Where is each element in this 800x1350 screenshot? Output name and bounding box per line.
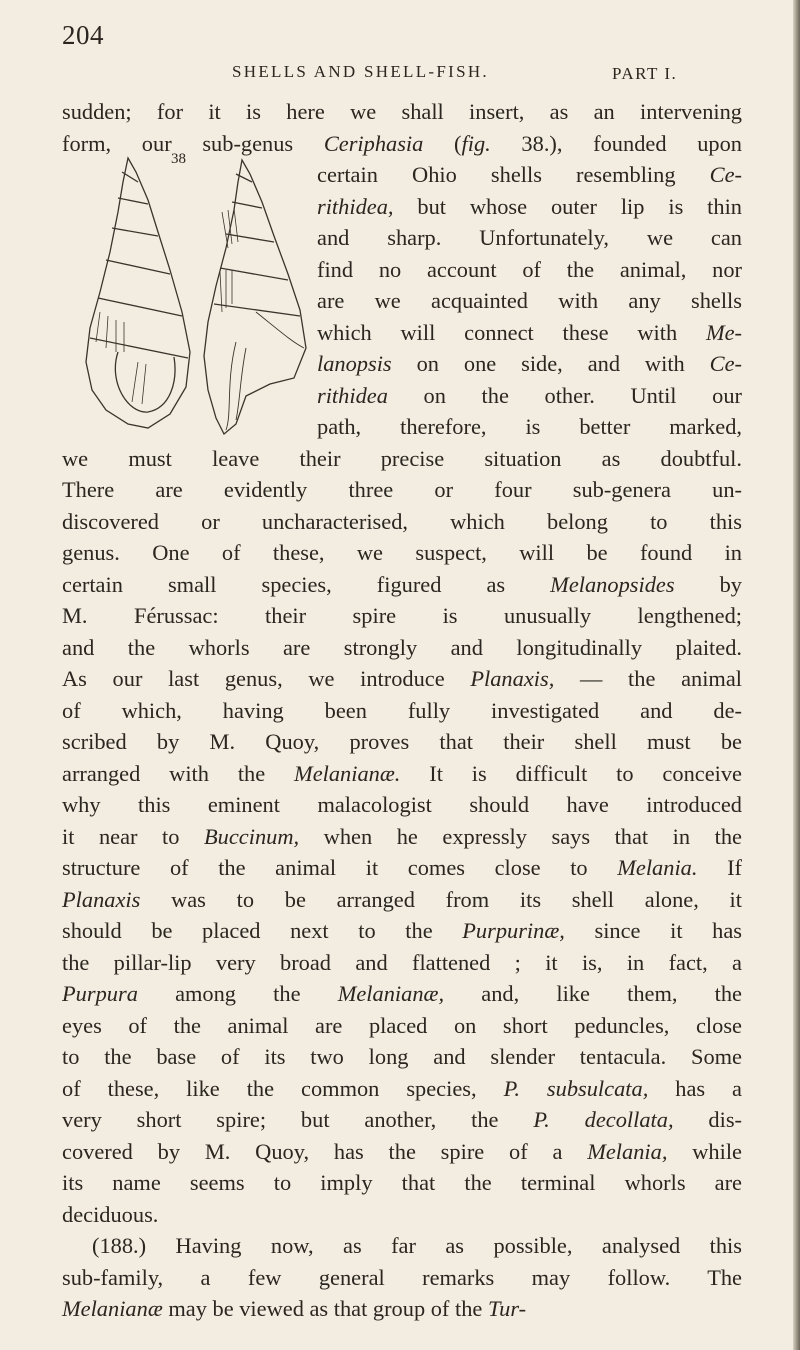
italic-run: Ce- <box>709 351 742 376</box>
italic-run: Planaxis, <box>470 666 555 691</box>
page-edge <box>793 0 800 1350</box>
text-line <box>317 380 742 412</box>
text-run: certain Ohio shells resembling <box>317 162 710 187</box>
italic-run: P. decollata, <box>533 1107 674 1132</box>
text-line <box>317 285 742 317</box>
text-run: of these, like the common species, <box>62 1075 504 1101</box>
text-line <box>62 726 742 758</box>
text-run: of which, having been fully investigated and de- <box>62 697 742 723</box>
italic-run: Planaxis <box>62 886 141 912</box>
text-line <box>62 128 742 160</box>
text-line <box>62 537 742 569</box>
text-run: on the other. Until our <box>387 382 742 408</box>
text-line <box>62 821 742 853</box>
text-line <box>62 789 742 821</box>
italic-run: Purpurinæ, <box>462 918 565 943</box>
italic-run: Melania. <box>617 855 698 880</box>
text-line <box>62 443 742 475</box>
text-line <box>62 695 742 727</box>
text-run: since it has <box>564 918 742 943</box>
text-line <box>62 852 742 884</box>
text-run: path, therefore, is better marked, <box>317 414 742 439</box>
text-run: the pillar-lip very broad and flattened ; it is, in fact, a <box>62 949 742 975</box>
italic-run: fig. <box>461 130 491 156</box>
text-line <box>62 1136 742 1168</box>
text-run: which will connect these with <box>317 319 706 345</box>
text-run: but whose outer lip is thin <box>393 193 742 219</box>
text-run: find no account of the animal, nor <box>317 256 742 282</box>
body-text <box>62 96 742 1325</box>
italic-run: Melania, <box>587 1138 668 1164</box>
italic-run: Melanianæ <box>62 1296 163 1321</box>
text-run: why this eminent malacologist should have introduced <box>62 792 742 817</box>
text-line <box>62 1073 742 1105</box>
text-line <box>62 1199 742 1231</box>
italic-run: Tur- <box>487 1296 527 1321</box>
text-line <box>62 758 742 790</box>
italic-run: Ceriphasia <box>323 130 424 156</box>
text-run: (188.) Having now, as far as possible, analysed this <box>92 1233 742 1258</box>
text-run: sudden; for it is here we shall insert, as an intervening <box>62 99 742 124</box>
text-run: There are evidently three or four sub-genera un- <box>62 477 742 502</box>
text-run: discovered or uncharacterised, which belong to this <box>62 508 742 534</box>
text-line <box>317 191 742 223</box>
text-run: form, our sub-genus <box>62 130 324 156</box>
text-run: ( <box>423 130 462 156</box>
text-run: on one side, and with <box>391 351 710 376</box>
text-run: structure of the animal it comes close to <box>62 855 618 880</box>
text-run: covered by M. Quoy, has the spire of a <box>62 1138 588 1164</box>
italic-run: Melanianæ. <box>294 760 401 786</box>
italic-run: rithidea, <box>317 193 394 219</box>
text-line <box>62 1230 742 1262</box>
text-line <box>62 1041 742 1073</box>
text-run: eyes of the animal are placed on short peduncles, close <box>62 1012 742 1038</box>
text-run: deciduous. <box>62 1201 159 1227</box>
text-line <box>317 348 742 380</box>
text-run: If <box>697 855 742 880</box>
text-run: when he expressly says that in the <box>299 823 742 849</box>
text-run: certain small species, figured as <box>62 571 551 597</box>
text-run: and sharp. Unfortunately, we can <box>317 225 742 250</box>
text-line <box>62 1167 742 1199</box>
text-line <box>317 222 742 254</box>
part-label: PART I. <box>612 64 678 83</box>
text-run: has a <box>648 1075 742 1101</box>
text-run: arranged with the <box>62 760 295 786</box>
text-line <box>62 915 742 947</box>
text-line <box>317 254 742 286</box>
text-line <box>62 474 742 506</box>
text-run: sub-family, a few general remarks may follow. The <box>62 1264 742 1290</box>
text-run: and the whorls are strongly and longitudinally plaited. <box>62 634 742 660</box>
italic-run: Buccinum, <box>204 823 300 849</box>
text-run: was to be arranged from its shell alone, it <box>140 886 742 912</box>
text-run: among the <box>137 981 338 1006</box>
text-run: — the animal <box>554 666 742 691</box>
text-line <box>62 1010 742 1042</box>
text-run: dis- <box>673 1107 743 1132</box>
text-run: its name seems to imply that the terminal whorls are <box>62 1170 742 1195</box>
italic-run: rithidea <box>317 382 388 408</box>
text-run: should be placed next to the <box>62 918 463 943</box>
text-line <box>317 159 742 191</box>
text-run: 38.), founded upon <box>490 130 742 156</box>
text-line <box>62 632 742 664</box>
text-run: it near to <box>62 823 204 849</box>
text-line <box>62 978 742 1010</box>
text-run: It is difficult to conceive <box>400 760 742 786</box>
text-run: and, like them, the <box>444 981 742 1006</box>
text-line <box>62 663 742 695</box>
text-run: genus. One of these, we suspect, will be found in <box>62 540 742 565</box>
text-line <box>317 411 742 443</box>
running-title: SHELLS AND SHELL-FISH. <box>232 62 489 81</box>
figure-number: 38 <box>171 151 186 167</box>
italic-run: lanopsis <box>317 351 392 376</box>
italic-run: P. subsulcata, <box>503 1075 649 1101</box>
text-run: are we acquainted with any shells <box>317 288 742 313</box>
text-run: while <box>667 1138 742 1164</box>
text-line <box>62 1262 742 1294</box>
text-run: by <box>674 571 742 597</box>
text-run: we must leave their precise situation as doubtful. <box>62 445 742 471</box>
italic-run: Melanopsides <box>550 571 675 597</box>
italic-run: Melanianæ, <box>337 981 445 1006</box>
italic-run: Ce- <box>709 162 742 187</box>
text-line <box>62 1104 742 1136</box>
text-line <box>62 884 742 916</box>
text-line <box>317 317 742 349</box>
page-number: 204 <box>62 20 104 50</box>
italic-run: Purpura <box>62 981 138 1006</box>
italic-run: Me- <box>705 319 742 345</box>
text-line <box>62 506 742 538</box>
text-run: scribed by M. Quoy, proves that their shell must be <box>62 729 742 754</box>
text-run: very short spire; but another, the <box>62 1107 534 1132</box>
text-line <box>62 600 742 632</box>
text-line <box>62 1293 742 1325</box>
text-line <box>62 96 742 128</box>
text-run: to the base of its two long and slender tentacula. Some <box>62 1044 742 1069</box>
text-line <box>62 569 742 601</box>
text-line <box>62 947 742 979</box>
text-run: may be viewed as that group of the <box>162 1296 488 1321</box>
text-run: M. Férussac: their spire is unusually lengthened; <box>62 603 742 628</box>
text-run: As our last genus, we introduce <box>62 666 471 691</box>
